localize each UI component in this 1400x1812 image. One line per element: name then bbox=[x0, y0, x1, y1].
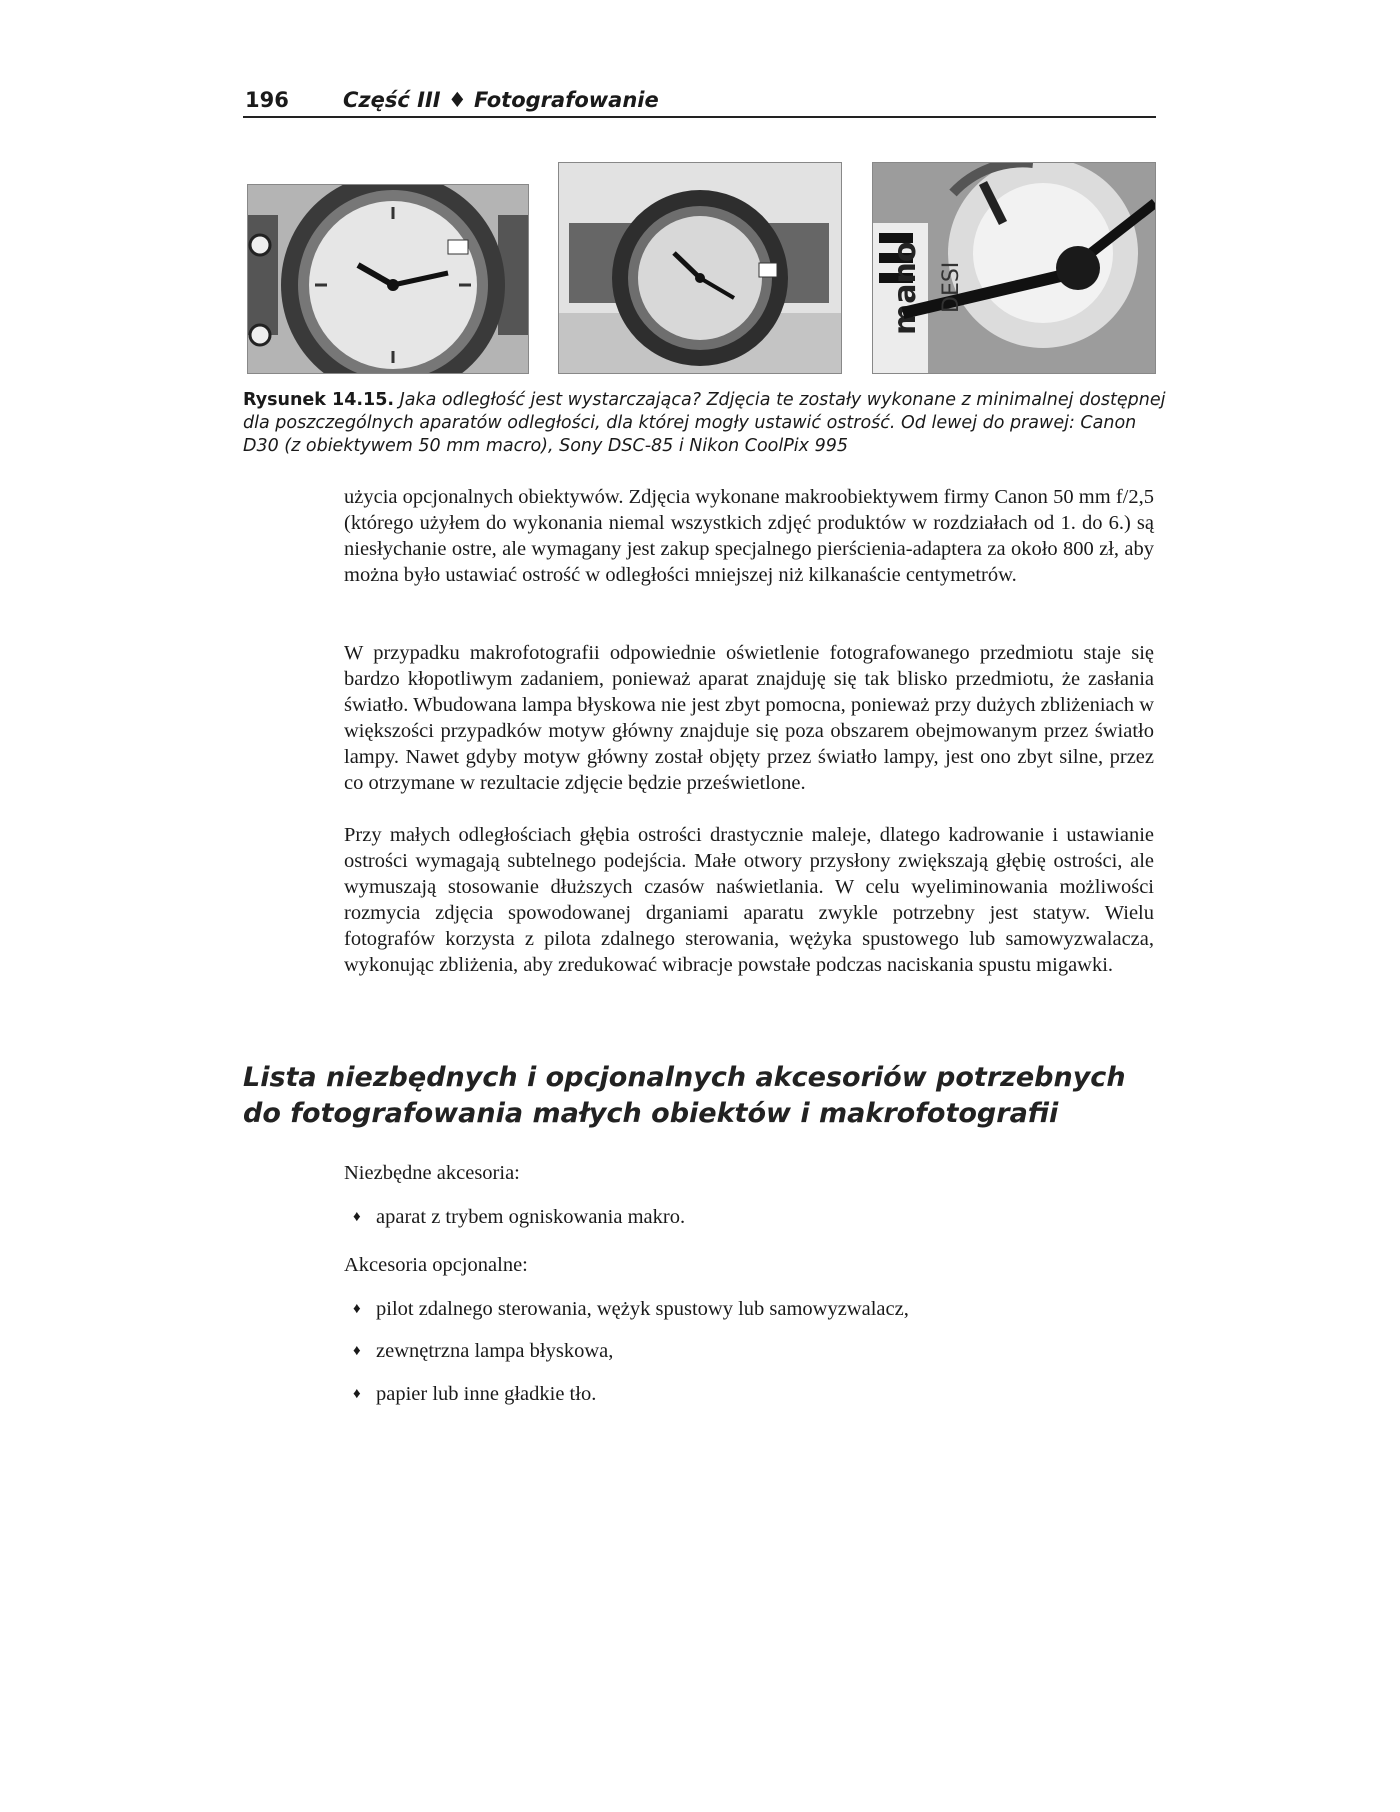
section-heading-line-2: do fotografowania małych obiektów i makrofotografii bbox=[243, 1098, 1059, 1129]
list-item: ♦ papier lub inne gładkie tło. bbox=[353, 1383, 597, 1405]
caption-label: Rysunek 14.15. bbox=[243, 390, 395, 410]
watch-image-3 bbox=[873, 163, 1155, 373]
section-title: Część III ♦ Fotografowanie bbox=[343, 88, 659, 112]
list-item: ♦ aparat z trybem ogniskowania makro. bbox=[353, 1206, 686, 1228]
optional-label: Akcesoria opcjonalne: bbox=[344, 1254, 528, 1276]
paragraph-1: użycia opcjonalnych obiektywów. Zdjęcia wykonane makroobiektywem firmy Canon 50 mm f/2,5 (którego użyłem do wykonania niemal wszystkich zdjęć produktów w rozdziałach od 1. do 6.) są niesłychanie ostre, ale wymagany jest zakup specjalnego pierścienia-adaptera za około 800 zł, aby można było ustawiać ostrość w odległości mniejszej niż kilkanaście centymetrów. bbox=[344, 486, 1154, 586]
section-heading bbox=[243, 1060, 1156, 1132]
photo-sony-dsc85 bbox=[558, 162, 842, 374]
list-item: ♦ zewnętrzna lampa błyskowa, bbox=[353, 1340, 614, 1362]
diamond-bullet-icon: ♦ bbox=[353, 1301, 361, 1317]
list-item: ♦ pilot zdalnego sterowania, wężyk spustowy lub samowyzwalacz, bbox=[353, 1298, 909, 1320]
photo-nikon-coolpix995 bbox=[872, 162, 1156, 374]
paragraph-3: Przy małych odległościach głębia ostrości drastycznie maleje, dlatego kadrowanie i ustawianie ostrości wymagają subtelnego podejścia. Małe otwory przysłony zwiększają głębię ostrości, ale wymuszają stosowanie dłuższych czasów naświetlania. W celu wyeliminowania możliwości rozmycia zdjęcia spowodowanej drganiami aparatu zwykle potrzebny jest statyw. Wielu fotografów korzysta z pilota zdalnego sterowania, wężyka spustowego lub samowyzwalacza, wykonując zbliżenia, aby zredukować wibracje powstałe podczas naciskania spustu migawki. bbox=[344, 824, 1154, 976]
caption-text: Jaka odległość jest wystarczająca? Zdjęcia te zostały wykonane z minimalnej dostępnej dla poszczególnych aparatów odległości, dla której mogły ustawić ostrość. Od lewej do prawej: Canon D30 (z obiektywem 50 mm macro), Sony DSC-85 i Nikon CoolPix 995 bbox=[243, 390, 1166, 456]
watch-image-1 bbox=[248, 185, 528, 373]
section-heading-line-1: Lista niezbędnych i opcjonalnych akcesoriów potrzebnych bbox=[243, 1062, 1126, 1093]
diamond-bullet-icon: ♦ bbox=[353, 1343, 361, 1359]
figure-caption bbox=[243, 389, 1173, 458]
page-number: 196 bbox=[245, 88, 289, 112]
diamond-bullet-icon: ♦ bbox=[353, 1209, 361, 1225]
watch-brand-text: mano bbox=[888, 241, 923, 335]
watch-model-text: DESI bbox=[939, 261, 964, 313]
required-label: Niezbędne akcesoria: bbox=[344, 1162, 520, 1184]
paragraph-2: W przypadku makrofotografii odpowiednie oświetlenie fotografowanego przedmiotu staje się bardzo kłopotliwym zadaniem, ponieważ aparat znajduję się tak blisko przedmiotu, że zasłania światło. Wbudowana lampa błyskowa nie jest zbyt pomocna, ponieważ przy dużych zbliżeniach w większości przypadków motyw główny znajduje się poza obszarem obejmowanym przez światło lampy. Nawet gdyby motyw główny został objęty przez światło lampy, jest ono zbyt silne, przez co otrzymane w rezultacie zdjęcie będzie prześwietlone. bbox=[344, 642, 1154, 794]
photo-canon-d30 bbox=[247, 184, 529, 374]
page-header bbox=[243, 86, 1156, 118]
watch-image-2 bbox=[559, 163, 841, 373]
diamond-bullet-icon: ♦ bbox=[353, 1386, 361, 1402]
